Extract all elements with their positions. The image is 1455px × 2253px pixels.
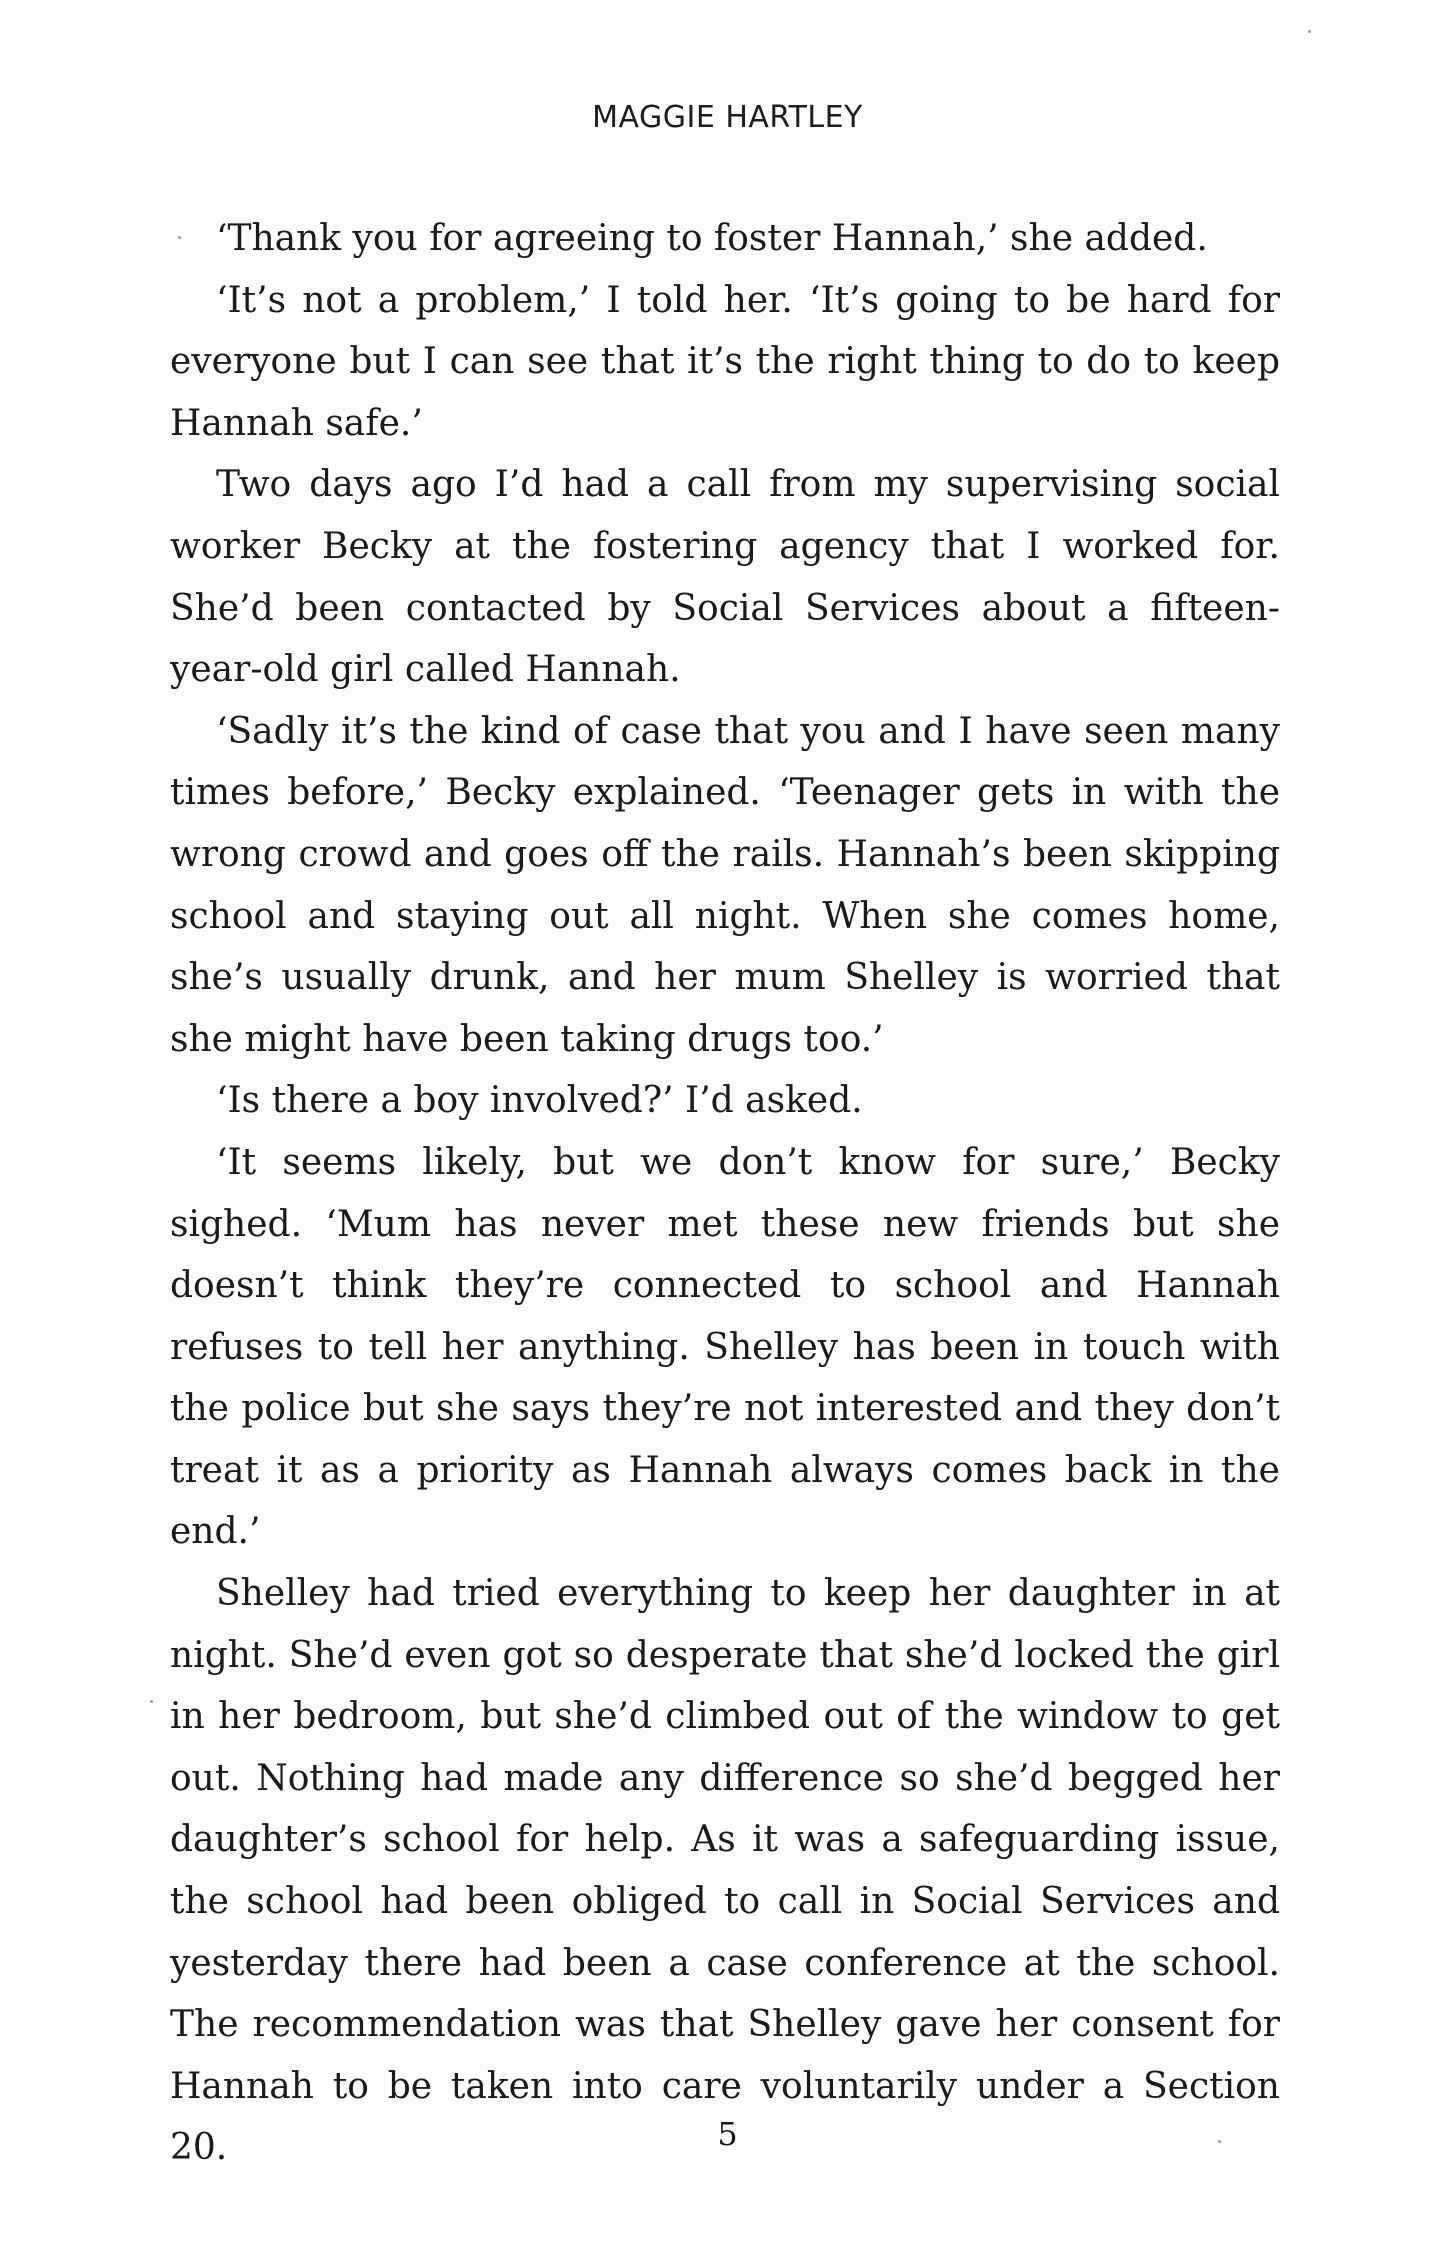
scan-speck [150, 1700, 153, 1703]
page-number: 5 [717, 2115, 738, 2153]
paragraph: ‘It’s not a problem,’ I told her. ‘It’s going to be hard for everyone but I can see that it’s the right thing to do to keep Hannah safe.’ [170, 279, 1280, 444]
paragraph: Two days ago I’d had a call from my supervising social worker Becky at the fostering agency that I worked for. She’d been contacted by Social Services about a fifteen-year-old girl called Hannah. [170, 464, 1280, 691]
paragraph: ‘Sadly it’s the kind of case that you and I have seen many times before,’ Becky explained. ‘Teenager gets in with the wrong crowd and goes off the rails. Hannah’s been skipping school and staying out all night. When she comes home, she’s usually drunk, and her mum Shelley is worried that she might have been taking drugs too.’ [170, 710, 1280, 1060]
paragraph: ‘Thank you for agreeing to foster Hannah,’ she added. [216, 218, 1208, 259]
scan-speck [1218, 2140, 1221, 2143]
scan-speck [1308, 30, 1311, 33]
paragraph: ‘It seems likely, but we don’t know for sure,’ Becky sighed. ‘Mum has never met these new friends but she doesn’t think they’re connected to school and Hannah refuses to tell her anything. Shelley has been in touch with the police but she says they’re not interested and they don’t treat it as a priority as Hannah always comes back in the end.’ [170, 1141, 1280, 1553]
scan-speck [178, 236, 181, 239]
paragraph: Shelley had tried everything to keep her daughter in at night. She’d even got so desperate that she’d locked the girl in her bedroom, but she’d climbed out of the window to get out. Nothing had made any difference so she’d begged her daughter’s school for help. As it was a safeguarding issue, the school had been obliged to call in Social Services and yesterday there had been a case conference at the school. The recommendation was that Shelley gave her consent for Hannah to be taken into care voluntarily under a Section 20. [170, 1573, 1280, 2169]
running-head: MAGGIE HARTLEY [592, 100, 863, 135]
paragraph: ‘Is there a boy involved?’ I’d asked. [216, 1080, 863, 1122]
body-text [170, 208, 1280, 2179]
